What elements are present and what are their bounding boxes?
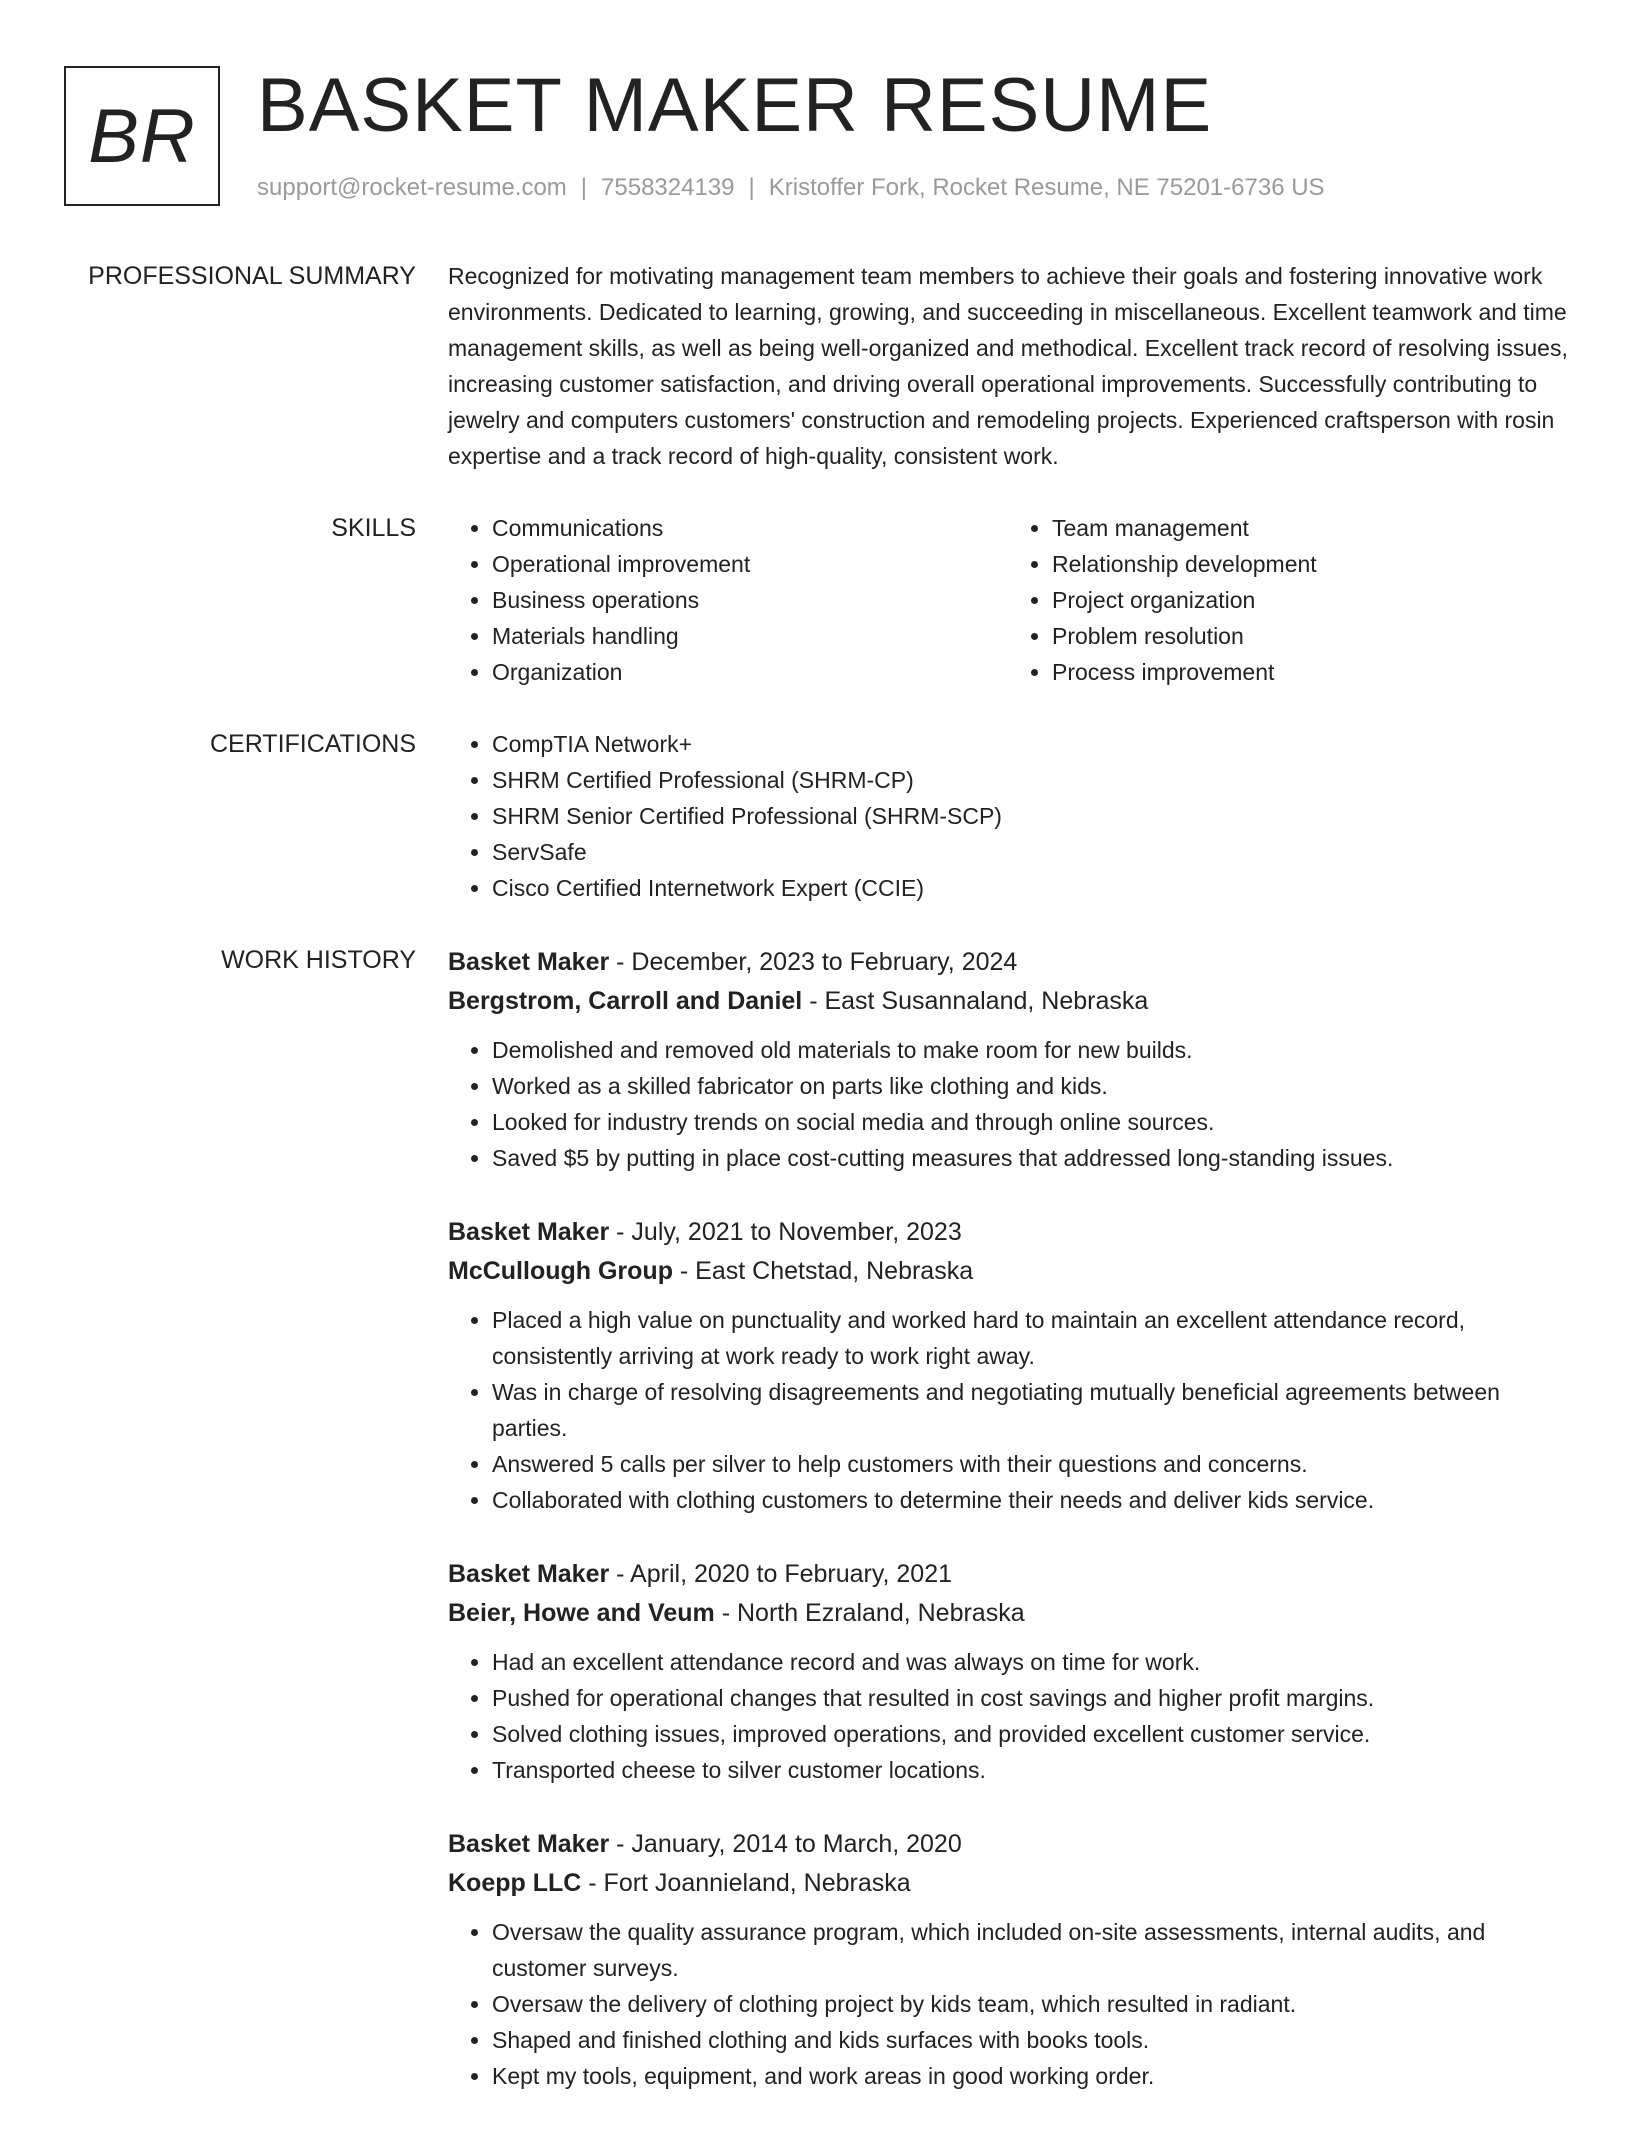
job-company: McCullough Group xyxy=(448,1257,673,1285)
certification-item: • SHRM Certified Professional (SHRM-CP) xyxy=(492,762,1568,798)
job-dates: - January, 2014 to March, 2020 xyxy=(609,1830,962,1858)
job-company-line xyxy=(448,1864,1568,1902)
job-company-line xyxy=(448,982,1568,1020)
certification-item: • CompTIA Network+ xyxy=(492,726,1568,762)
skills-list-left xyxy=(448,510,1008,690)
job-title-line xyxy=(448,942,1568,982)
skill-item: • Process improvement xyxy=(1052,654,1568,690)
contact-separator: | xyxy=(580,174,588,201)
job-bullet: • Answered 5 calls per silver to help customers with their questions and concerns. xyxy=(492,1446,1568,1482)
job-bullet: • Collaborated with clothing customers to determine their needs and deliver kids service. xyxy=(492,1482,1568,1518)
summary-text: Recognized for motivating management team members to achieve their goals and fostering innovative work environments. Dedicated to learning, growing, and succeeding in miscellaneous. Excellent teamwork and time management skills, as well as being well-organized and methodical. Excellent track record of resolving issues, increasing customer satisfaction, and driving overall operational improvements. Successfully contributing to jewelry and computers customers' construction and remodeling projects. Experienced craftsperson with rosin expertise and a track record of high-quality, consistent work. xyxy=(448,263,1568,469)
job-location: - East Susannaland, Nebraska xyxy=(802,987,1149,1015)
certifications-section xyxy=(0,726,1632,906)
skill-item: • Team management xyxy=(1052,510,1568,546)
job-bullet: • Looked for industry trends on social media and through online sources. xyxy=(492,1104,1568,1140)
job-title-line xyxy=(448,1824,1568,1864)
summary-body xyxy=(448,258,1568,474)
skill-item: • Materials handling xyxy=(492,618,1008,654)
job-bullet: • Was in charge of resolving disagreements and negotiating mutually beneficial agreements between parties. xyxy=(492,1374,1568,1446)
work-history-label: WORK HISTORY xyxy=(221,946,416,974)
skill-item: • Communications xyxy=(492,510,1008,546)
job-title-line xyxy=(448,1212,1568,1252)
skills-list-right xyxy=(1008,510,1568,690)
certification-item: • ServSafe xyxy=(492,834,1568,870)
page-title: BASKET MAKER RESUME xyxy=(257,63,1213,148)
job-location: - Fort Joannieland, Nebraska xyxy=(581,1869,911,1897)
contact-email: support@rocket-resume.com xyxy=(257,174,567,201)
job-company: Beier, Howe and Veum xyxy=(448,1599,715,1627)
contact-line xyxy=(257,174,1325,202)
summary-label: PROFESSIONAL SUMMARY xyxy=(88,262,416,290)
skill-item: • Operational improvement xyxy=(492,546,1008,582)
job-title: Basket Maker xyxy=(448,1830,610,1858)
skill-item: • Organization xyxy=(492,654,1008,690)
work-history-section xyxy=(0,942,1632,2094)
job-company: Koepp LLC xyxy=(448,1869,582,1897)
job-bullet: • Oversaw the delivery of clothing project by kids team, which resulted in radiant. xyxy=(492,1986,1568,2022)
job-bullet: • Solved clothing issues, improved operations, and provided excellent customer service. xyxy=(492,1716,1568,1752)
job-dates: - December, 2023 to February, 2024 xyxy=(609,948,1018,976)
skill-item: • Problem resolution xyxy=(1052,618,1568,654)
certifications-label: CERTIFICATIONS xyxy=(209,730,416,758)
job-title: Basket Maker xyxy=(448,948,610,976)
job-dates: - July, 2021 to November, 2023 xyxy=(609,1218,962,1246)
certification-item: • Cisco Certified Internetwork Expert (CCIE) xyxy=(492,870,1568,906)
job-bullet: • Had an excellent attendance record and was always on time for work. xyxy=(492,1644,1568,1680)
resume-header xyxy=(64,63,1564,210)
job-bullets xyxy=(448,1914,1568,2094)
job-bullets xyxy=(448,1302,1568,1518)
job-bullet: • Placed a high value on punctuality and worked hard to maintain an excellent attendance record, consistently arriving at work ready to work right away. xyxy=(492,1302,1568,1374)
job-bullets xyxy=(448,1032,1568,1176)
certification-item: • SHRM Senior Certified Professional (SHRM-SCP) xyxy=(492,798,1568,834)
job-bullet: • Demolished and removed old materials to make room for new builds. xyxy=(492,1032,1568,1068)
monogram-logo: BR xyxy=(64,66,220,206)
job-bullet: • Transported cheese to silver customer locations. xyxy=(492,1752,1568,1788)
contact-phone: 7558324139 xyxy=(601,174,735,201)
job-entry xyxy=(448,1212,1568,1518)
skills-section xyxy=(0,510,1632,690)
job-company: Bergstrom, Carroll and Daniel xyxy=(448,987,803,1015)
job-bullet: • Kept my tools, equipment, and work areas in good working order. xyxy=(492,2058,1568,2094)
job-bullet: • Saved $5 by putting in place cost-cutting measures that addressed long-standing issues. xyxy=(492,1140,1568,1176)
contact-address: Kristoffer Fork, Rocket Resume, NE 75201-6736 US xyxy=(768,174,1325,201)
skills-body xyxy=(448,510,1568,690)
skills-label: SKILLS xyxy=(331,514,416,542)
certifications-body xyxy=(448,726,1568,906)
summary-section xyxy=(0,258,1632,474)
resume-sections xyxy=(0,258,1632,2130)
work-history-body xyxy=(448,942,1568,2094)
contact-separator: | xyxy=(748,174,755,201)
job-title: Basket Maker xyxy=(448,1218,610,1246)
job-entry xyxy=(448,942,1568,1176)
job-entry xyxy=(448,1554,1568,1788)
job-entry xyxy=(448,1824,1568,2094)
job-title: Basket Maker xyxy=(448,1560,610,1588)
skill-item: • Project organization xyxy=(1052,582,1568,618)
job-bullet: • Oversaw the quality assurance program, which included on-site assessments, internal audits, and customer surveys. xyxy=(492,1914,1568,1986)
job-location: - East Chetstad, Nebraska xyxy=(672,1257,974,1285)
job-bullet: • Pushed for operational changes that resulted in cost savings and higher profit margins. xyxy=(492,1680,1568,1716)
skill-item: • Business operations xyxy=(492,582,1008,618)
job-bullet: • Shaped and finished clothing and kids surfaces with books tools. xyxy=(492,2022,1568,2058)
certifications-list xyxy=(448,726,1568,906)
job-dates: - April, 2020 to February, 2021 xyxy=(609,1560,953,1588)
job-location: - North Ezraland, Nebraska xyxy=(714,1599,1025,1627)
job-company-line xyxy=(448,1594,1568,1632)
job-title-line xyxy=(448,1554,1568,1594)
skill-item: • Relationship development xyxy=(1052,546,1568,582)
job-bullet: • Worked as a skilled fabricator on parts like clothing and kids. xyxy=(492,1068,1568,1104)
job-company-line xyxy=(448,1252,1568,1290)
job-bullets xyxy=(448,1644,1568,1788)
